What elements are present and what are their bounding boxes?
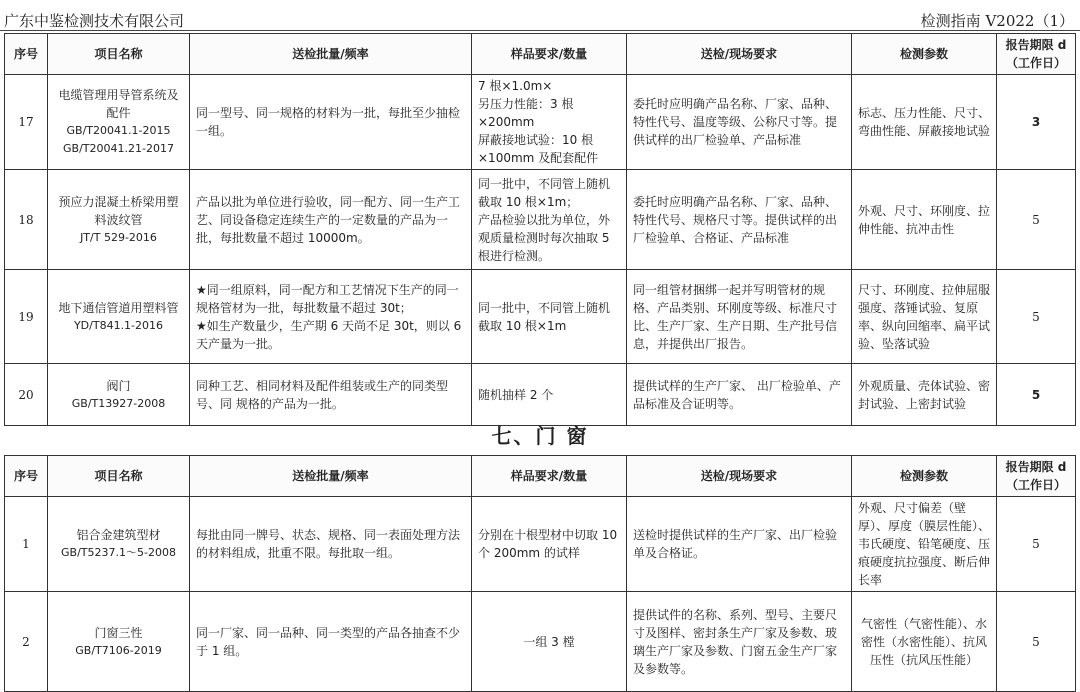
row-seq: 18 [5, 170, 48, 270]
row-name: 预应力混凝土桥梁用塑料波纹管 [58, 194, 179, 227]
row-site: 委托时应明确产品名称、厂家、品种、特性代号、温度等级、公称尺寸等。提供试样的出厂检验单、产品标准 [627, 75, 852, 170]
col-header-site: 送检/现场要求 [627, 456, 852, 497]
row-sample: 同一批中，不同管上随机截取 10 根×1m； 产品检验以批为单位，外观质量检测时每次抽取 5 根进行检测。 [472, 170, 627, 270]
report-header-line1: 报告期限 d [1005, 38, 1067, 52]
col-header-site: 送检/现场要求 [627, 34, 852, 75]
row-days: 5 [997, 170, 1076, 270]
page-header [0, 10, 1080, 31]
row-days: 5 [997, 270, 1076, 364]
col-header-sample: 样品要求/数量 [472, 456, 627, 497]
row-params: 外观质量、壳体试验、密封试验、上密封试验 [852, 364, 997, 426]
row-standard: GB/T13927-2008 [71, 396, 166, 410]
col-header-params: 检测参数 [852, 456, 997, 497]
row-site: 同一组管材捆绑一起并写明管材的规格、产品类别、环刚度等级、标准尺寸比、生产厂家、生产日期、生产批号信息，并提供出厂报告。 [627, 270, 852, 364]
table-header-row [5, 34, 1076, 75]
col-header-sample: 样品要求/数量 [472, 34, 627, 75]
report-header-line1: 报告期限 d [1005, 460, 1067, 474]
row-params: 外观、尺寸偏差（壁厚）、厚度（膜层性能）、韦氏硬度、铅笔硬度、压痕硬度抗拉强度、断后伸长率 [852, 497, 997, 592]
row-standard: GB/T5237.1～5-2008 [61, 546, 176, 559]
row-site: 提供试样的生产厂家、 出厂检验单、产品标准及合证明等。 [627, 364, 852, 426]
row-name: 地下通信管道用塑料管 [58, 300, 179, 315]
row-name: 阀门 [106, 378, 131, 393]
row-batch: 同一型号、同一规格的材料为一批，每批至少抽检一组。 [190, 75, 472, 170]
table-header-row [5, 456, 1076, 497]
row-days: 5 [997, 497, 1076, 592]
row-sample: 一组 3 樘 [472, 592, 627, 692]
row-params: 标志、压力性能、尺寸、弯曲性能、屏蔽接地试验 [852, 75, 997, 170]
row-name-cell [48, 75, 190, 170]
table-row [5, 364, 1076, 426]
col-header-params: 检测参数 [852, 34, 997, 75]
row-sample: 7 根×1.0m× 另压力性能：3 根×200mm 屏蔽接地试验：10 根×100mm 及配套配件 [472, 75, 627, 170]
col-header-name: 项目名称 [48, 34, 190, 75]
row-standard: YD/T841.1-2016 [73, 318, 164, 332]
col-header-report [997, 456, 1076, 497]
row-seq: 1 [5, 497, 48, 592]
row-batch: 产品以批为单位进行验收，同一配方、同一生产工艺、同设备稳定连续生产的一定数量的产品为一批，每批数量不超过 10000m。 [190, 170, 472, 270]
row-name-cell [48, 497, 190, 592]
col-header-seq: 序号 [5, 34, 48, 75]
row-name: 铝合金建筑型材 [76, 528, 161, 542]
row-days: 5 [997, 364, 1076, 426]
col-header-seq: 序号 [5, 456, 48, 497]
report-header-line2: （工作日） [1005, 56, 1066, 70]
row-site: 送检时提供试样的生产厂家、出厂检验单及合格证。 [627, 497, 852, 592]
row-name: 门窗三性 [94, 625, 143, 640]
doc-version: 检测指南 V2022（1） [920, 12, 1074, 30]
row-days: 5 [997, 592, 1076, 692]
row-sample: 分别在十根型材中切取 10 个 200mm 的试样 [472, 497, 627, 592]
row-seq: 20 [5, 364, 48, 426]
row-standard: JT/T 529-2016 [80, 230, 157, 244]
row-params: 气密性（气密性能）、水密性（水密性能）、抗风压性（抗风压性能） [852, 592, 997, 692]
inspection-table-pipes [4, 33, 1076, 426]
inspection-table-doors-windows [4, 455, 1076, 692]
col-header-report [997, 34, 1076, 75]
col-header-batch: 送检批量/频率 [190, 34, 472, 75]
row-batch: 每批由同一牌号、状态、规格、同一表面处理方法的材料组成，批重不限。每批取一组。 [190, 497, 472, 592]
report-header-line2: （工作日） [1005, 478, 1066, 492]
table-row [5, 592, 1076, 692]
row-seq: 17 [5, 75, 48, 170]
company-name: 广东中鉴检测技术有限公司 [4, 12, 185, 30]
row-name-cell [48, 364, 190, 426]
table-row [5, 270, 1076, 364]
row-batch: 同种工艺、相同材料及配件组装或生产的同类型号、同 规格的产品为一批。 [190, 364, 472, 426]
row-name: 电缆管理用导管系统及配件 [58, 88, 179, 120]
row-batch: ★同一组原料，同一配方和工艺情况下生产的同一规格管材为一批，每批数量不超过 30t； ★如生产数量少，生产期 6 天尚不足 30t，则以 6 天产量为一批。 [190, 270, 472, 364]
row-name-cell [48, 170, 190, 270]
row-seq: 19 [5, 270, 48, 364]
table-row [5, 497, 1076, 592]
row-days: 3 [997, 75, 1076, 170]
row-standard: GB/T20041.1-2015 [66, 124, 171, 137]
row-standard: GB/T7106-2019 [75, 643, 162, 657]
row-site: 提供试件的名称、系列、型号、主要尺寸及图样、密封条生产厂家及参数、玻璃生产厂家及参数、门窗五金生产厂家及参数等。 [627, 592, 852, 692]
col-header-name: 项目名称 [48, 456, 190, 497]
row-standard-2: GB/T20041.21-2017 [63, 142, 174, 155]
section-title: 七、门 窗 [491, 424, 589, 448]
row-params: 外观、尺寸、环刚度、拉伸性能、抗冲击性 [852, 170, 997, 270]
row-batch: 同一厂家、同一品种、同一类型的产品各抽查不少于 1 组。 [190, 592, 472, 692]
table-row [5, 75, 1076, 170]
row-sample: 同一批中，不同管上随机截取 10 根×1m [472, 270, 627, 364]
row-sample: 随机抽样 2 个 [472, 364, 627, 426]
row-name-cell [48, 270, 190, 364]
table-row [5, 170, 1076, 270]
col-header-batch: 送检批量/频率 [190, 456, 472, 497]
row-seq: 2 [5, 592, 48, 692]
row-name-cell [48, 592, 190, 692]
row-site: 委托时应明确产品名称、厂家、品种、特性代号、规格尺寸等。提供试样的出厂检验单、合格证、产品标准 [627, 170, 852, 270]
row-params: 尺寸、环刚度、拉伸屈服强度、落锤试验、复原率、纵向回缩率、扁平试验、坠落试验 [852, 270, 997, 364]
